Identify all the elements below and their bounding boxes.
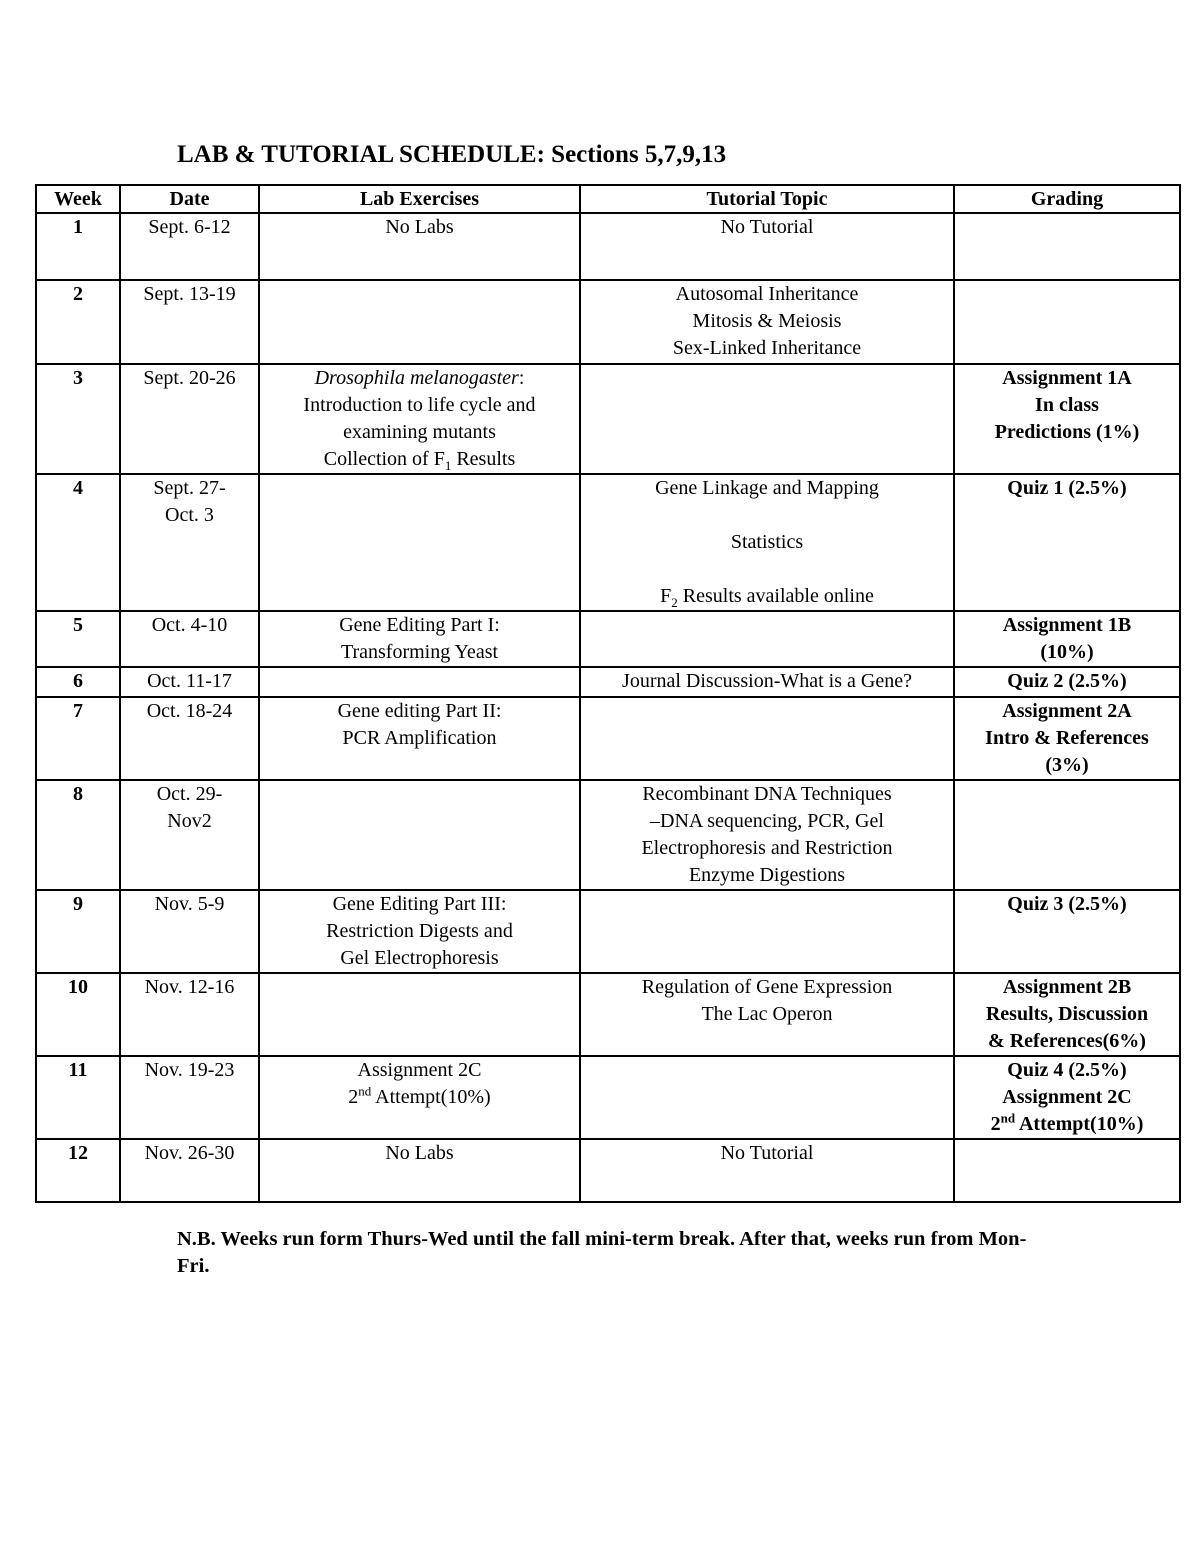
table-row	[36, 890, 1180, 973]
header-lab-exercises: Lab Exercises	[259, 185, 580, 213]
date-line: Nov. 19-23	[144, 1059, 235, 1081]
schedule-table	[35, 184, 1181, 1203]
lab-cell	[259, 697, 580, 780]
date-cell	[120, 1056, 259, 1139]
tutorial-text: Results available online	[677, 585, 874, 607]
date-line: Oct. 3	[165, 504, 214, 526]
lab-cell	[259, 280, 580, 364]
lab-line: PCR Amplification	[342, 727, 497, 749]
lab-cell	[259, 667, 580, 697]
date-cell	[120, 890, 259, 973]
tutorial-text: F	[660, 585, 672, 607]
week-cell: 2	[36, 280, 120, 364]
header-tutorial-topic: Tutorial Topic	[580, 185, 954, 213]
tutorial-line: The Lac Operon	[701, 1003, 833, 1025]
grading-text: 2	[990, 1113, 1001, 1135]
date-cell	[120, 780, 259, 890]
grading-line: Assignment 2C	[1002, 1086, 1132, 1108]
colon: :	[518, 367, 525, 389]
lab-text: 2	[348, 1086, 359, 1108]
tutorial-cell	[580, 364, 954, 474]
date-line: Sept. 20-26	[143, 367, 236, 389]
week-cell: 7	[36, 697, 120, 780]
tutorial-cell	[580, 973, 954, 1056]
lab-line: Gene editing Part II:	[337, 700, 502, 722]
species-name: Drosophila melanogaster	[314, 367, 519, 389]
lab-cell	[259, 1056, 580, 1139]
tutorial-line: Electrophoresis and Restriction	[641, 837, 893, 859]
lab-cell	[259, 780, 580, 890]
tutorial-cell	[580, 213, 954, 280]
lab-line: Gel Electrophoresis	[340, 947, 499, 969]
lab-cell	[259, 973, 580, 1056]
subscript: 2	[671, 595, 678, 610]
lab-line: Assignment 2C	[357, 1059, 482, 1081]
week-cell: 12	[36, 1139, 120, 1202]
lab-cell	[259, 890, 580, 973]
date-line: Oct. 18-24	[146, 700, 233, 722]
lab-text: Results	[451, 448, 516, 470]
tutorial-line	[584, 583, 950, 610]
lab-cell	[259, 611, 580, 667]
tutorial-line: Mitosis & Meiosis	[692, 310, 842, 332]
lab-line: Restriction Digests and	[326, 920, 513, 942]
tutorial-cell	[580, 611, 954, 667]
lab-line: No Labs	[385, 216, 454, 238]
grading-line: Assignment 2B	[1002, 976, 1132, 998]
grading-line: Assignment 1B	[1002, 614, 1132, 636]
tutorial-cell	[580, 697, 954, 780]
lab-cell	[259, 364, 580, 474]
tutorial-line: Journal Discussion-What is a Gene?	[622, 670, 912, 692]
header-row	[36, 185, 1180, 213]
grading-line: In class	[1035, 394, 1099, 416]
week-cell: 1	[36, 213, 120, 280]
table-row	[36, 780, 1180, 890]
page-title: LAB & TUTORIAL SCHEDULE: Sections 5,7,9,13	[177, 141, 727, 168]
tutorial-cell	[580, 1139, 954, 1202]
tutorial-line: Recombinant DNA Techniques	[642, 783, 892, 805]
grading-line: Quiz 2 (2.5%)	[1007, 670, 1127, 692]
blank-line	[584, 556, 950, 583]
lab-line: Transforming Yeast	[340, 641, 499, 663]
tutorial-line: Gene Linkage and Mapping	[655, 477, 879, 499]
week-cell: 5	[36, 611, 120, 667]
tutorial-line: Enzyme Digestions	[688, 864, 846, 886]
grading-line: Intro & References	[985, 727, 1149, 749]
grading-cell	[954, 890, 1180, 973]
lab-line	[263, 1084, 576, 1111]
tutorial-line: –DNA sequencing, PCR, Gel	[650, 810, 884, 832]
grading-line	[958, 1111, 1176, 1138]
tutorial-cell	[580, 667, 954, 697]
lab-text: Collection of F	[323, 448, 445, 470]
superscript: nd	[1000, 1110, 1016, 1126]
grading-cell	[954, 1139, 1180, 1202]
table-row	[36, 213, 1180, 280]
grading-cell	[954, 1056, 1180, 1139]
header-date: Date	[120, 185, 259, 213]
lab-line: Gene Editing Part III:	[332, 893, 507, 915]
lab-line	[263, 365, 576, 392]
lab-line: Gene Editing Part I:	[339, 614, 500, 636]
week-cell: 4	[36, 474, 120, 611]
week-cell: 10	[36, 973, 120, 1056]
tutorial-cell	[580, 780, 954, 890]
tutorial-cell	[580, 280, 954, 364]
grading-line: Assignment 1A	[1002, 367, 1132, 389]
tutorial-line: No Tutorial	[720, 216, 814, 238]
grading-line: (10%)	[1040, 641, 1094, 663]
date-cell	[120, 474, 259, 611]
lab-cell	[259, 474, 580, 611]
date-line: Nov. 26-30	[144, 1142, 235, 1164]
date-line: Nov. 12-16	[144, 976, 235, 998]
header-grading: Grading	[954, 185, 1180, 213]
grading-line: Results, Discussion	[985, 1003, 1149, 1025]
week-cell: 3	[36, 364, 120, 474]
grading-cell	[954, 667, 1180, 697]
subscript: 1	[444, 458, 452, 473]
lab-line: No Labs	[385, 1142, 454, 1164]
grading-line: Quiz 1 (2.5%)	[1007, 477, 1127, 499]
lab-cell	[259, 213, 580, 280]
grading-line: Quiz 4 (2.5%)	[1007, 1059, 1127, 1081]
table-row	[36, 611, 1180, 667]
tutorial-cell	[580, 890, 954, 973]
date-cell	[120, 667, 259, 697]
lab-line: Introduction to life cycle and	[303, 394, 536, 416]
table-row	[36, 1139, 1180, 1202]
blank-line	[584, 502, 950, 529]
grading-cell	[954, 364, 1180, 474]
tutorial-line: Regulation of Gene Expression	[641, 976, 893, 998]
grading-cell	[954, 611, 1180, 667]
tutorial-line: Autosomal Inheritance	[675, 283, 859, 305]
date-line: Sept. 13-19	[143, 283, 236, 305]
grading-cell	[954, 474, 1180, 611]
tutorial-cell	[580, 1056, 954, 1139]
grading-line: Predictions (1%)	[994, 421, 1140, 443]
table-row	[36, 667, 1180, 697]
date-line: Oct. 11-17	[147, 670, 232, 692]
header-week: Week	[36, 185, 120, 213]
week-cell: 6	[36, 667, 120, 697]
grading-cell	[954, 973, 1180, 1056]
date-line: Sept. 27-	[153, 477, 226, 499]
week-cell: 8	[36, 780, 120, 890]
grading-cell	[954, 780, 1180, 890]
date-cell	[120, 213, 259, 280]
table-row	[36, 474, 1180, 611]
grading-text: Attempt(10%)	[1015, 1113, 1144, 1135]
date-cell	[120, 973, 259, 1056]
lab-line: examining mutants	[343, 421, 496, 443]
lab-cell	[259, 1139, 580, 1202]
lab-line	[263, 446, 576, 473]
table-row	[36, 697, 1180, 780]
grading-line: (3%)	[1045, 754, 1089, 776]
tutorial-line: Statistics	[730, 531, 804, 553]
grading-line: & References(6%)	[988, 1030, 1146, 1052]
date-cell	[120, 697, 259, 780]
date-cell	[120, 280, 259, 364]
grading-cell	[954, 280, 1180, 364]
superscript: nd	[358, 1083, 372, 1099]
date-line: Nov. 5-9	[154, 893, 225, 915]
table-row	[36, 973, 1180, 1056]
tutorial-line: Sex-Linked Inheritance	[672, 337, 862, 359]
week-cell: 11	[36, 1056, 120, 1139]
table-row	[36, 364, 1180, 474]
grading-line: Assignment 2A	[1002, 700, 1132, 722]
date-line: Nov2	[167, 810, 212, 832]
lab-text: Attempt(10%)	[371, 1086, 491, 1108]
date-cell	[120, 1139, 259, 1202]
date-line: Sept. 6-12	[148, 216, 231, 238]
date-cell	[120, 611, 259, 667]
grading-line: Quiz 3 (2.5%)	[1007, 893, 1127, 915]
table-row	[36, 1056, 1180, 1139]
date-line: Oct. 29-	[156, 783, 223, 805]
date-cell	[120, 364, 259, 474]
grading-cell	[954, 697, 1180, 780]
table-row	[36, 280, 1180, 364]
tutorial-line: No Tutorial	[720, 1142, 814, 1164]
week-cell: 9	[36, 890, 120, 973]
date-line: Oct. 4-10	[151, 614, 228, 636]
grading-cell	[954, 213, 1180, 280]
footnote: N.B. Weeks run form Thurs-Wed until the fall mini-term break. After that, weeks run from Mon-Fri.	[177, 1228, 1027, 1277]
tutorial-cell	[580, 474, 954, 611]
